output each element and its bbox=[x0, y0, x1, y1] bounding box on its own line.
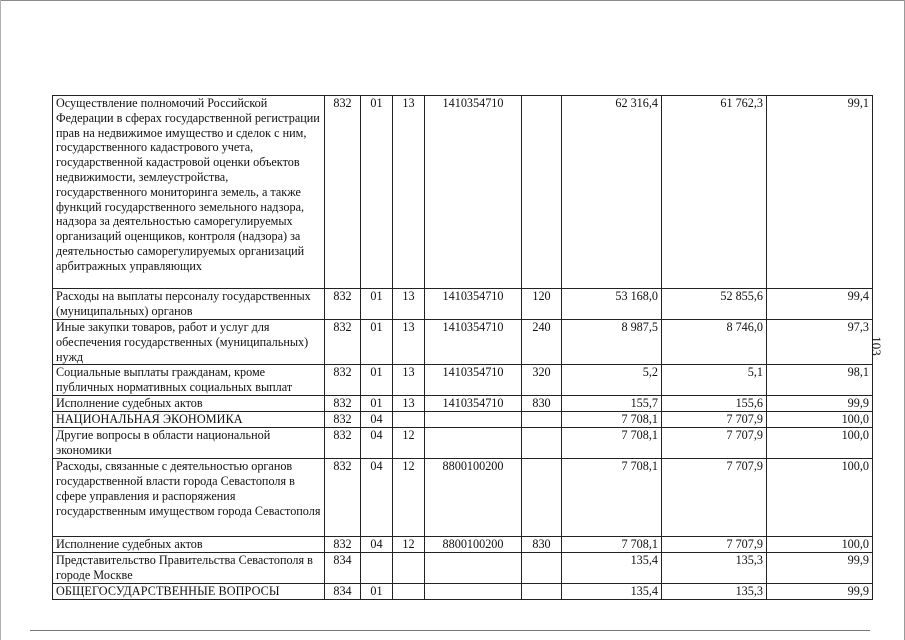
row-ved: 834 bbox=[325, 584, 361, 600]
row-name: НАЦИОНАЛЬНАЯ ЭКОНОМИКА bbox=[53, 412, 325, 428]
row-rz: 04 bbox=[361, 428, 393, 459]
row-ved: 832 bbox=[325, 289, 361, 320]
row-csr: 1410354710 bbox=[425, 96, 522, 289]
row-fact: 5,1 bbox=[662, 365, 767, 396]
row-csr: 8800100200 bbox=[425, 459, 522, 537]
row-name: ОБЩЕГОСУДАРСТВЕННЫЕ ВОПРОСЫ bbox=[53, 584, 325, 600]
row-fact: 7 707,9 bbox=[662, 459, 767, 537]
row-csr: 1410354710 bbox=[425, 320, 522, 365]
row-plan: 155,7 bbox=[562, 396, 662, 412]
table-row bbox=[53, 396, 873, 412]
row-ved: 832 bbox=[325, 365, 361, 396]
row-rz: 01 bbox=[361, 320, 393, 365]
table-row bbox=[53, 428, 873, 459]
row-ved: 832 bbox=[325, 412, 361, 428]
row-fact: 61 762,3 bbox=[662, 96, 767, 289]
row-ved: 832 bbox=[325, 537, 361, 553]
row-csr bbox=[425, 428, 522, 459]
row-fact: 52 855,6 bbox=[662, 289, 767, 320]
row-plan: 8 987,5 bbox=[562, 320, 662, 365]
row-rz: 04 bbox=[361, 537, 393, 553]
row-pr: 13 bbox=[393, 396, 425, 412]
row-plan: 5,2 bbox=[562, 365, 662, 396]
row-fact: 8 746,0 bbox=[662, 320, 767, 365]
row-pr: 12 bbox=[393, 537, 425, 553]
row-rz: 04 bbox=[361, 459, 393, 537]
table-row bbox=[53, 365, 873, 396]
row-rz: 01 bbox=[361, 584, 393, 600]
row-name: Иные закупки товаров, работ и услуг для обеспечения государственных (муниципальных) нужд bbox=[53, 320, 325, 365]
table-row bbox=[53, 96, 873, 289]
row-plan: 7 708,1 bbox=[562, 428, 662, 459]
row-rz: 01 bbox=[361, 365, 393, 396]
budget-execution-table bbox=[52, 95, 873, 600]
row-name: Осуществление полномочий Российской Федерации в сферах государственной регистрации прав на недвижимое имущество и сделок с ним, государственного кадастрового учета, государственной кадастровой оценки объектов недвижимости, землеустройства, государственного мониторинга земель, а также функций государственного земельного надзора, надзора за деятельностью саморегулируемых организаций оценщиков, контроля (надзора) за деятельностью саморегулируемых организаций арбитражных управляющих bbox=[53, 96, 325, 289]
row-name: Социальные выплаты гражданам, кроме публичных нормативных социальных выплат bbox=[53, 365, 325, 396]
row-vr bbox=[522, 553, 562, 584]
row-plan: 53 168,0 bbox=[562, 289, 662, 320]
row-rz: 01 bbox=[361, 289, 393, 320]
row-vr bbox=[522, 412, 562, 428]
row-rz bbox=[361, 553, 393, 584]
row-ved: 832 bbox=[325, 428, 361, 459]
row-ved: 832 bbox=[325, 396, 361, 412]
table-row bbox=[53, 412, 873, 428]
row-percent: 100,0 bbox=[767, 412, 873, 428]
row-name: Другие вопросы в области национальной экономики bbox=[53, 428, 325, 459]
row-ved: 832 bbox=[325, 320, 361, 365]
row-csr: 1410354710 bbox=[425, 289, 522, 320]
row-pr bbox=[393, 412, 425, 428]
row-vr bbox=[522, 584, 562, 600]
page-number: 103 bbox=[868, 336, 884, 356]
table-row bbox=[53, 289, 873, 320]
row-plan: 135,4 bbox=[562, 553, 662, 584]
table-row bbox=[53, 537, 873, 553]
scan-border-top bbox=[0, 0, 905, 1]
row-rz: 01 bbox=[361, 96, 393, 289]
row-rz: 04 bbox=[361, 412, 393, 428]
row-name: Исполнение судебных актов bbox=[53, 396, 325, 412]
row-percent: 100,0 bbox=[767, 459, 873, 537]
table-row bbox=[53, 459, 873, 537]
row-fact: 7 707,9 bbox=[662, 428, 767, 459]
row-csr bbox=[425, 412, 522, 428]
row-vr: 120 bbox=[522, 289, 562, 320]
row-pr: 12 bbox=[393, 428, 425, 459]
row-ved: 832 bbox=[325, 96, 361, 289]
row-percent: 99,9 bbox=[767, 584, 873, 600]
row-percent: 100,0 bbox=[767, 428, 873, 459]
row-pr bbox=[393, 584, 425, 600]
row-ved: 832 bbox=[325, 459, 361, 537]
row-fact: 7 707,9 bbox=[662, 412, 767, 428]
table-row bbox=[53, 553, 873, 584]
row-csr: 1410354710 bbox=[425, 365, 522, 396]
row-fact: 7 707,9 bbox=[662, 537, 767, 553]
row-vr bbox=[522, 96, 562, 289]
row-pr bbox=[393, 553, 425, 584]
row-vr: 320 bbox=[522, 365, 562, 396]
row-vr: 830 bbox=[522, 537, 562, 553]
scan-border-left bbox=[0, 0, 1, 640]
row-ved: 834 bbox=[325, 553, 361, 584]
row-fact: 135,3 bbox=[662, 584, 767, 600]
row-name: Представительство Правительства Севастополя в городе Москве bbox=[53, 553, 325, 584]
row-csr: 8800100200 bbox=[425, 537, 522, 553]
row-csr bbox=[425, 584, 522, 600]
row-percent: 99,1 bbox=[767, 96, 873, 289]
scan-border-bottom bbox=[30, 630, 870, 631]
row-pr: 13 bbox=[393, 96, 425, 289]
table-row bbox=[53, 584, 873, 600]
row-fact: 135,3 bbox=[662, 553, 767, 584]
row-name: Расходы на выплаты персоналу государственных (муниципальных) органов bbox=[53, 289, 325, 320]
row-pr: 13 bbox=[393, 320, 425, 365]
row-percent: 99,4 bbox=[767, 289, 873, 320]
row-vr bbox=[522, 428, 562, 459]
row-csr bbox=[425, 553, 522, 584]
row-percent: 99,9 bbox=[767, 553, 873, 584]
row-percent: 100,0 bbox=[767, 537, 873, 553]
row-vr bbox=[522, 459, 562, 537]
row-percent: 97,3 bbox=[767, 320, 873, 365]
row-percent: 98,1 bbox=[767, 365, 873, 396]
row-pr: 13 bbox=[393, 289, 425, 320]
row-vr: 240 bbox=[522, 320, 562, 365]
row-plan: 62 316,4 bbox=[562, 96, 662, 289]
row-name: Исполнение судебных актов bbox=[53, 537, 325, 553]
row-percent: 99,9 bbox=[767, 396, 873, 412]
row-vr: 830 bbox=[522, 396, 562, 412]
row-plan: 7 708,1 bbox=[562, 459, 662, 537]
row-pr: 12 bbox=[393, 459, 425, 537]
row-csr: 1410354710 bbox=[425, 396, 522, 412]
row-name: Расходы, связанные с деятельностью органов государственной власти города Севастополя в сфере управления и распоряжения государственным имуществом города Севастополя bbox=[53, 459, 325, 537]
row-fact: 155,6 bbox=[662, 396, 767, 412]
table-row bbox=[53, 320, 873, 365]
row-rz: 01 bbox=[361, 396, 393, 412]
row-plan: 135,4 bbox=[562, 584, 662, 600]
row-pr: 13 bbox=[393, 365, 425, 396]
row-plan: 7 708,1 bbox=[562, 412, 662, 428]
row-plan: 7 708,1 bbox=[562, 537, 662, 553]
